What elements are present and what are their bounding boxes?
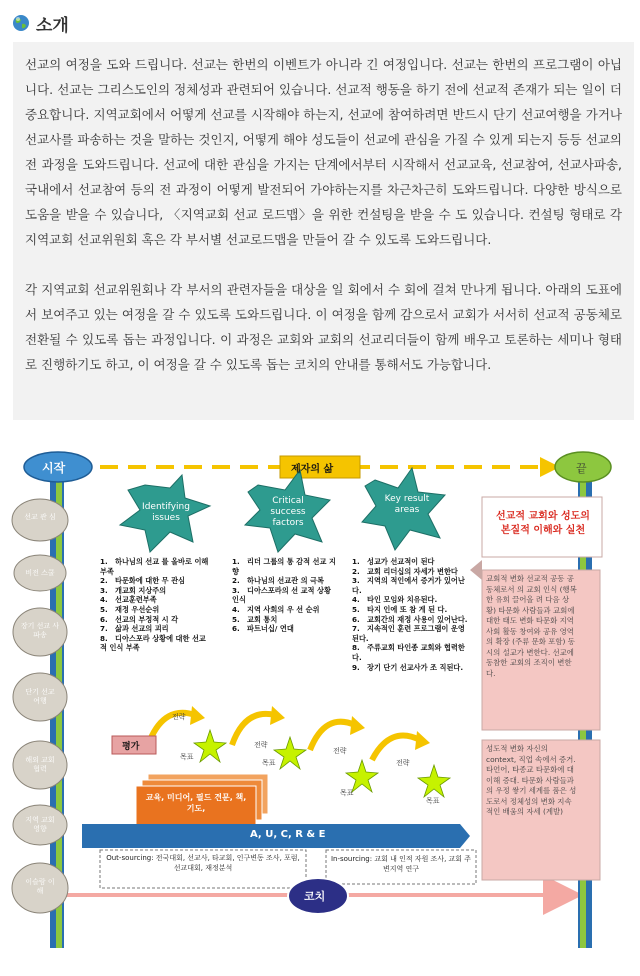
disciple-life-label: 제자의 삶 (291, 464, 334, 475)
stage-label: 장기 선교 사 파송 (20, 622, 60, 639)
list-item: 4. 지역 사회의 우 선 순위 (232, 604, 320, 614)
resources-label: 교육, 미디어, 필드 견문, 책, 기도, (145, 793, 247, 813)
list-item: 7. 삶과 선교의 괴리 (100, 624, 169, 634)
list-item: 5. 교회 통치 (232, 614, 278, 624)
result-areas-list (352, 557, 470, 672)
list-item: 5. 재정 우선순위 (100, 604, 160, 614)
end-label: 끝 (576, 462, 587, 475)
identifying-issues-label: Identifying issues (142, 502, 190, 523)
critical-success-factors-label: Critical success factors (270, 496, 306, 528)
list-item: 2. 타문화에 대한 무 관심 (100, 576, 185, 586)
list-item: 7. 지속적인 훈련 프로그램이 운영된다. (352, 624, 465, 643)
intro-paragraph-2: 각 지역교회 선교위원회나 각 부서의 관련자들을 대상을 일 회에서 수 회에 걸쳐 만나게 됩니다. 아래의 도표에서 보여주고 있는 여정을 갈 수 있도록 도와드립니다. 이 여정을 함께 감으로서 교회가 서서히 선교적 공동체로 전환될 수 있도록 돕는 과정입니다. 이 과정은 교회와 교회의 선교리더들이 함께 배우고 토론하는 세미나 형태로 진행하기도 하고, 이 여정을 갈 수 있도록 돕는 코치의 안내를 통해서도 가능합니다. (25, 282, 622, 372)
globe-icon (12, 14, 30, 32)
coach-label: 코치 (304, 890, 326, 903)
church-change-text: 교회적 변화 선교적 공동 공동체로서 의 교회 인식 (행복한 유희 끌어올 려 다음 상황) 타문화 사람들과 교회에 대한 태도 변화 타문화 지역 사회 활동 창여와 공유 영역의 확장 (주류 문화 포함) 동시의 설교가 변한다. 선교에 동참한 교회의 조직이 변한다. (486, 574, 577, 678)
list-item: 1. 하나님의 선교 를 올바로 이해 부족 (100, 557, 209, 576)
goal-label: 목표 (340, 789, 354, 797)
intro-box (13, 42, 634, 420)
list-item: 6. 교회간의 재정 사용이 있어난다. (352, 614, 468, 624)
key-result-areas-label: Key result areas (384, 494, 430, 515)
list-item: 1. 리더 그룹의 통 감적 선교 지향 (232, 557, 336, 576)
list-item: 3. 지역의 적인에서 증거가 있어난다. (352, 576, 465, 595)
list-item: 4. 선교훈련부족 (100, 595, 157, 605)
tactic-label: 전략 (172, 713, 186, 721)
tactic-label: 전략 (333, 747, 347, 755)
stage-label: 비전 스쿨 (25, 569, 55, 577)
goal-label: 목표 (180, 753, 194, 761)
list-item: 2. 교회 리더십의 자세가 변한다 (352, 566, 458, 576)
aucre-label: A, U, C, R & E (250, 829, 326, 840)
tactic-label: 전략 (254, 741, 268, 749)
list-item: 3. 디아스포라의 선 교적 상황 인식 (232, 585, 331, 605)
insourcing-label: In-sourcing: 교회 내 인적 자원 조사, 교회 주변지역 연구 (330, 855, 472, 873)
tactic-label: 전략 (396, 759, 410, 767)
list-item: 1. 성교가 선교적이 된다 (352, 557, 435, 566)
goal-title: 선교적 교회와 성도의 본질적 이해와 실천 (496, 511, 590, 536)
member-change-text: 성도적 변화 자신의 context, 직업 속에서 증거. 타언어, 타종교 타문화에 대 이해 증대. 타문화 사람들과의 우정 쌓기 세계를 품은 성도로서 정체성의 변화 지속적인 배움의 자세 (계발) (486, 744, 577, 816)
stage-label: 지역 교회 영향 (25, 816, 55, 833)
success-factors-list (232, 557, 340, 634)
stage-label: 해외 교회 협력 (25, 756, 55, 773)
list-item: 4. 타인 모임와 치유된다. (352, 595, 438, 605)
list-item: 6. 파트너십/ 연대 (232, 624, 294, 634)
stage-label: 단기 선교 여행 (25, 688, 55, 705)
issues-list (100, 557, 210, 653)
list-item: 2. 하나님의 선교관 의 극복 (232, 576, 324, 586)
goal-label: 목표 (262, 759, 276, 767)
list-item: 8. 디아스포라 상황에 대한 선교적 인식 부족 (100, 633, 206, 653)
list-item: 9. 장기 단기 선교사가 조 직된다. (352, 662, 464, 672)
start-label: 시작 (42, 461, 66, 475)
goal-label: 목표 (426, 797, 440, 805)
list-item: 5. 타지 인에 또 참 게 된 다. (352, 604, 448, 614)
section-title: 소개 (36, 15, 69, 36)
outsourcing-label: Out-sourcing: 전국대회, 선교사, 타교회, 인구변동 조사, 포럼, 선교대회, 재정분석 (106, 854, 300, 872)
evaluation-label: 평가 (122, 742, 140, 752)
stage-label: 선교 관 심 (24, 513, 56, 521)
list-item: 8. 주류교회 타인종 교회와 협력한다. (352, 643, 465, 662)
mission-roadmap-diagram (0, 440, 640, 970)
list-item: 6. 선교의 부정적 시 각 (100, 614, 179, 624)
intro-paragraph-1: 선교의 여정을 도와 드립니다. 선교는 한번의 이벤트가 아니라 긴 여정입니다. 선교는 한번의 프로그램이 아닙니다. 선교는 그리스도인의 정체성과 관련되어 있습니다. 선교적 행동을 하기 전에 선교적 존재가 되는 일이 더 중요합니다. 지역교회에서 어떻게 선교를 시작해야 하는지, 선교에 참여하려면 반드시 단기 선교여행을 가거나 선교사를 파송하는 것을 말하는 것인지, 어떻게 해야 성도들이 선교에 관심을 가질 수 있게 되는지 등등 선교의 전 과정을 도와드립니다. 선교에 대한 관심을 가지는 단계에서부터 시작해서 선교교육, 선교참여, 선교사파송, 국내에서 선교참여 등의 전 과정이 어떻게 발전되어 가야하는지를 차근차근히 도와드립니다. 다양한 방식으로 도움을 받을 수 있습니다, 〈지역교회 선교 로드맵〉을 위한 컨설팅을 받을 수 도 있습니다. 컨설팅 형태로 각 지역교회 선교위원회 혹은 각 부서별 선교로드맵을 만들어 갈 수 있도록 도와드립니다. (25, 57, 622, 247)
list-item: 3. 개교회 지상주의 (100, 585, 167, 595)
stage-label: 이슬람 이해 (25, 878, 55, 895)
section-header (12, 10, 69, 36)
